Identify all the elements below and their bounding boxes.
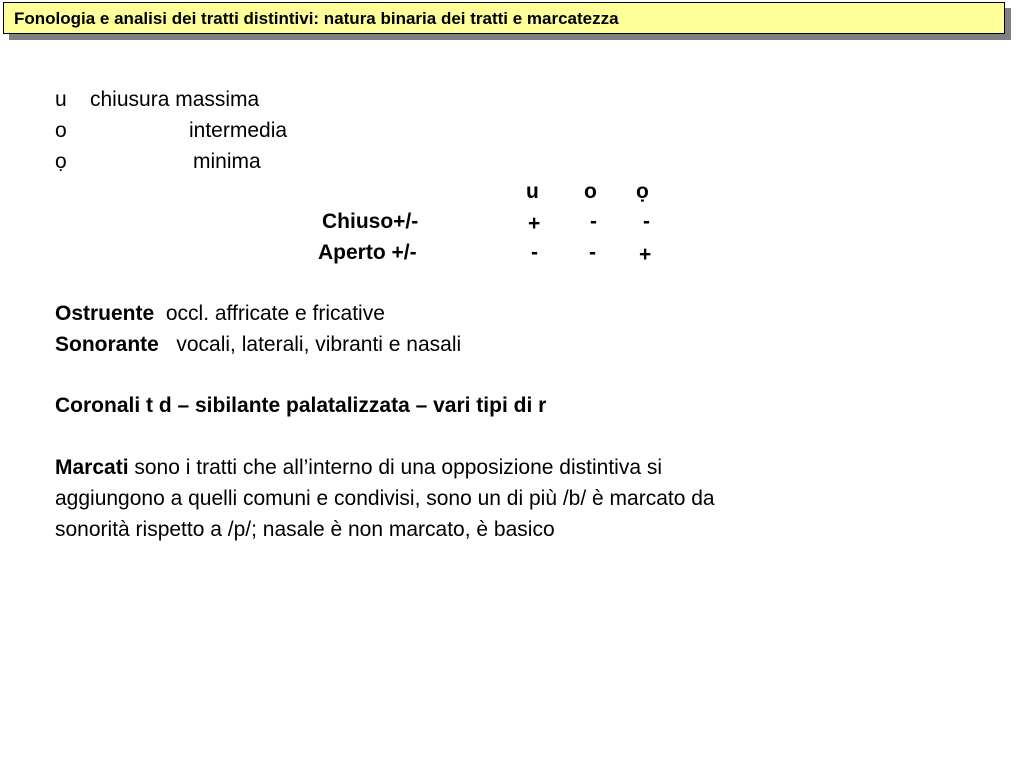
title-box (3, 2, 1005, 34)
vowel-symbol-o: o (55, 119, 67, 142)
sonorante-term: Sonorante (55, 333, 159, 356)
vowel-symbol-o-open: ọ (55, 150, 67, 173)
feature-row-label-chiuso: Chiuso+/- (322, 210, 419, 233)
coronali-line: Coronali t d – sibilante palatalizzata – vari tipi di r (55, 394, 547, 417)
feature-value-chiuso-o: - (590, 210, 597, 233)
sonorante-text: vocali, laterali, vibranti e nasali (176, 333, 462, 356)
marcati-line-3: sonorità rispetto a /p/; nasale è non marcato, è basico (55, 518, 555, 541)
ostruente-term: Ostruente (55, 302, 155, 325)
marcati-line-1 (55, 457, 662, 478)
feature-row-label-aperto: Aperto +/- (318, 241, 417, 264)
sonorante-definition (55, 334, 461, 355)
marcati-text-1: sono i tratti che all’interno di una opposizione distintiva si (134, 456, 663, 479)
feature-value-aperto-o: - (589, 241, 596, 264)
slide-title: Fonologia e analisi dei tratti distintivi: natura binaria dei tratti e marcatezza (14, 9, 619, 28)
marcati-term: Marcati (55, 456, 129, 479)
ostruente-text: occl. affricate e fricative (165, 302, 385, 325)
feature-value-aperto-o-open: + (639, 243, 652, 266)
feature-column-o: o (584, 180, 597, 203)
marcati-line-2: aggiungono a quelli comuni e condivisi, sono un di più /b/ è marcato da (55, 487, 715, 510)
vowel-description-u: chiusura massima (90, 88, 260, 111)
vowel-description-o: intermedia (189, 119, 288, 142)
feature-value-chiuso-u: + (528, 212, 541, 235)
ostruente-definition (55, 303, 385, 324)
feature-column-o-open: ọ (636, 180, 649, 203)
feature-value-aperto-u: - (531, 241, 538, 264)
vowel-symbol-u: u (55, 88, 67, 111)
feature-column-u: u (526, 180, 539, 203)
vowel-description-o-open: minima (193, 150, 261, 173)
feature-value-chiuso-o-open: - (643, 210, 650, 233)
